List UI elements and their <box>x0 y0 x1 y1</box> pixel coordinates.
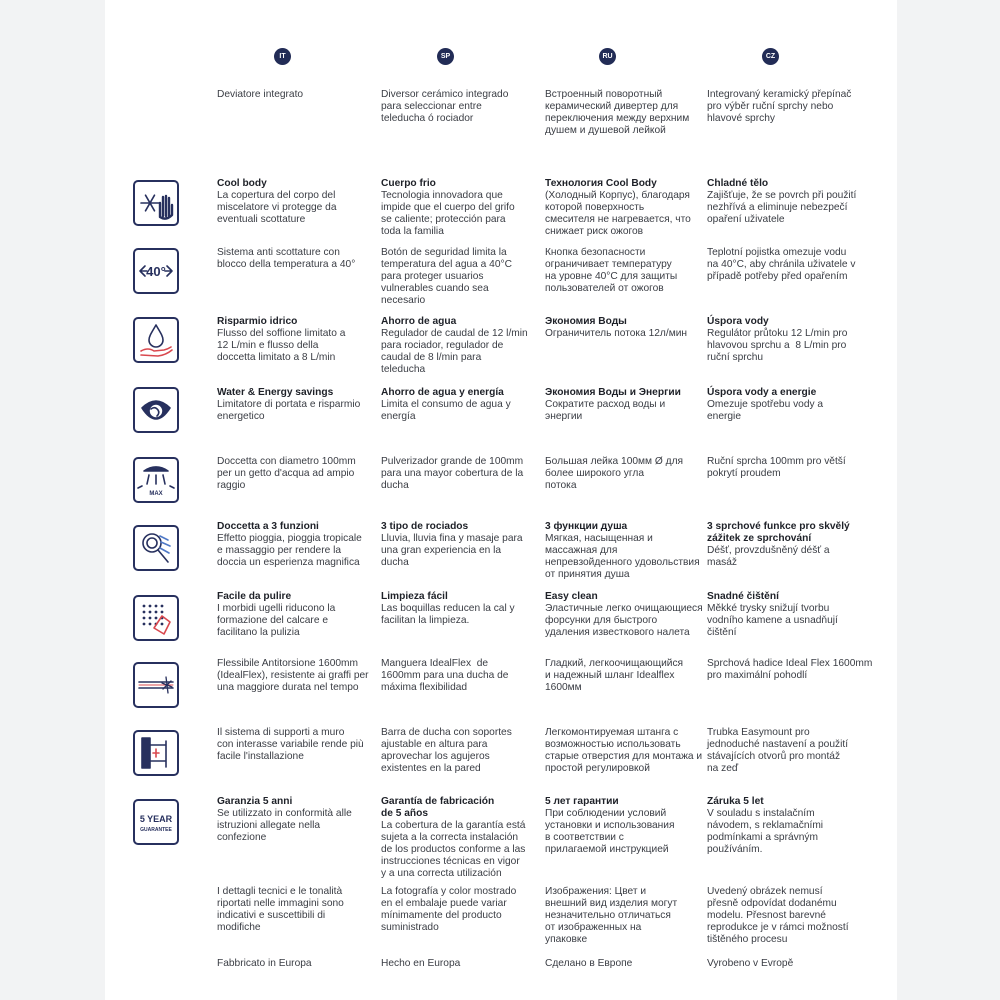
feature-description: Teplotní pojistka omezuje vodu na 40°C, aby chránila uživatele v případě potřeby před opařením <box>707 247 856 282</box>
feature-cell-ru <box>545 387 681 423</box>
feature-cell-ru <box>545 658 683 694</box>
feature-title: Úspora vody <box>707 316 769 327</box>
feature-description: Déšť, provzdušněný déšť a masáž <box>707 545 830 568</box>
feature-cell-cz <box>707 456 846 480</box>
feature-description: Doccetta con diametro 100mm per un getto d'acqua ad ampio raggio <box>217 456 356 491</box>
feature-cell-sp <box>381 591 515 627</box>
feature-description: Flusso del soffione limitato a 12 L/min e flusso della doccetta limitato a 8 L/min <box>217 328 346 363</box>
feature-description: Vyrobeno v Evropě <box>707 958 794 969</box>
temperature-40-icon <box>133 248 179 294</box>
showerhead-max-icon <box>133 457 179 503</box>
language-badge-ru: RU <box>599 48 616 65</box>
feature-description: Pulverizador grande de 100mm para una mayor cobertura de la ducha <box>381 456 524 491</box>
feature-description: Эластичные легко очищающиеся форсунки для быстрого удаления известкового налета <box>545 603 703 638</box>
feature-cell-cz <box>707 521 850 569</box>
feature-cell-ru <box>545 316 687 340</box>
feature-title: Ahorro de agua y energía <box>381 387 504 398</box>
feature-cell-cz <box>707 658 872 682</box>
feature-title: 3 функции душа <box>545 521 628 532</box>
feature-cell-ru <box>545 178 691 238</box>
feature-description: Limita el consumo de agua y energía <box>381 399 511 422</box>
icon-label: 40° <box>146 264 166 279</box>
feature-cell-it <box>217 89 303 101</box>
feature-description: Trubka Easymount pro jednoduché nastavení a použití stávajících otvorů pro montáž na zeď <box>707 727 849 774</box>
feature-cell-it <box>217 521 362 569</box>
globe-leaf-icon <box>133 387 179 433</box>
feature-cell-it <box>217 658 369 694</box>
feature-description: La fotografía y color mostrado en el embalaje puede variar mínimamente del producto suministrado <box>381 886 517 933</box>
feature-title: Záruka 5 let <box>707 796 764 807</box>
feature-title: Cuerpo frio <box>381 178 436 189</box>
language-badge-cz: CZ <box>762 48 779 65</box>
snowflake-hand-icon <box>133 180 179 226</box>
feature-cell-cz <box>707 247 855 283</box>
feature-description: Botón de seguridad limita la temperatura del agua a 40°C para proteger usuarios vulnerables cuando sea necesario <box>381 247 512 306</box>
feature-description: La cobertura de la garantía está sujeta a la correcta instalación de los productos conforme a las instrucciones técnicas en vigor y a una correcta utilización <box>381 820 526 879</box>
feature-cell-cz <box>707 89 851 125</box>
feature-title: Doccetta a 3 funzioni <box>217 521 319 532</box>
feature-title: Chladné tělo <box>707 178 769 189</box>
feature-title: Экономия Воды <box>545 316 627 327</box>
feature-cell-cz <box>707 796 823 856</box>
feature-title: 3 tipo de rociados <box>381 521 469 532</box>
feature-cell-cz <box>707 958 793 970</box>
feature-description: Deviatore integrato <box>217 89 304 100</box>
flexible-hose-icon <box>133 662 179 708</box>
feature-description: (Холодный Корпус), благодаря которой поверхность смесителя не нагревается, что снижает риск ожогов <box>545 190 691 237</box>
feature-description: Сократите расход воды и энергии <box>545 399 666 422</box>
feature-cell-it <box>217 316 345 364</box>
feature-title: 5 лет гарантии <box>545 796 619 807</box>
feature-cell-sp <box>381 89 508 125</box>
feature-description: Fabbricato in Europa <box>217 958 312 969</box>
language-badge-sp: SP <box>437 48 454 65</box>
feature-description: Большая лейка 100мм Ø для более широкого угла потока <box>545 456 684 491</box>
feature-description: Tecnologia innovadora que impide que el cuerpo del grifo se caliente; protección para toda la familia <box>381 190 515 237</box>
feature-title: Технология Cool Body <box>545 178 657 189</box>
feature-cell-sp <box>381 796 525 880</box>
feature-description: Integrovaný keramický přepínač pro výběr ruční sprchy nebo hlavové sprchy <box>707 89 852 124</box>
feature-cell-it <box>217 796 352 844</box>
feature-description: Zajišťuje, že se povrch při použití nezhřívá a eliminuje nebezpečí opaření uživatele <box>707 190 857 225</box>
feature-title: Ahorro de agua <box>381 316 457 327</box>
feature-title: Cool body <box>217 178 267 189</box>
feature-cell-ru <box>545 521 700 581</box>
feature-description: Изображения: Цвет и внешний вид изделия могут незначительно отличаться от изображенных на упаковке <box>545 886 678 945</box>
feature-cell-it <box>217 727 364 763</box>
feature-cell-sp <box>381 316 528 376</box>
feature-title: Garantía de fabricación de 5 años <box>381 796 495 819</box>
feature-description: Manguera IdealFlex de 1600mm para una ducha de máxima flexibilidad <box>381 658 509 693</box>
feature-description: Ограничитель потока 12л/мин <box>545 328 688 339</box>
feature-cell-it <box>217 387 360 423</box>
feature-cell-sp <box>381 247 512 307</box>
feature-description: Effetto pioggia, pioggia tropicale e massaggio per rendere la doccia un esperienza magnifica <box>217 533 362 568</box>
language-badge-it: IT <box>274 48 291 65</box>
feature-description: I dettagli tecnici e le tonalità riportati nelle immagini sono indicativi e suscettibili di modifiche <box>217 886 344 933</box>
feature-cell-sp <box>381 521 523 569</box>
feature-description: Uvedený obrázek nemusí přesně odpovídat dodanému modelu. Přesnost barevné reprodukce je v rámci možností tištěného procesu <box>707 886 849 945</box>
feature-cell-ru <box>545 89 689 137</box>
feature-cell-cz <box>707 886 849 946</box>
feature-title: Facile da pulire <box>217 591 292 602</box>
feature-cell-ru <box>545 247 677 295</box>
feature-description: Сделано в Европе <box>545 958 633 969</box>
feature-cell-cz <box>707 591 838 639</box>
feature-cell-ru <box>545 456 683 492</box>
feature-description: Flessibile Antitorsione 1600mm (IdealFlex), resistente ai graffi per una maggiore durata nel tempo <box>217 658 369 693</box>
feature-title: Risparmio idrico <box>217 316 298 327</box>
feature-title: Snadné čištění <box>707 591 779 602</box>
feature-cell-it <box>217 958 312 970</box>
feature-description: Limitatore di portata e risparmio energetico <box>217 399 361 422</box>
feature-description: При соблюдении условий установки и использования в соответствии с прилагаемой инструкцией <box>545 808 675 855</box>
feature-description: Легкомонтируемая штанга с возможностью использовать старые отверстия для монтажа и простой регулировкой <box>545 727 703 774</box>
feature-description: Diversor cerámico integrado para seleccionar entre teleducha ó rociador <box>381 89 509 124</box>
feature-description: Barra de ducha con soportes ajustable en altura para aprovechar los agujeros existentes en la pared <box>381 727 512 774</box>
feature-cell-ru <box>545 727 702 775</box>
feature-description: Měkké trysky snižují tvorbu vodního kamene a usnadňují čištění <box>707 603 838 638</box>
feature-description: Hecho en Europa <box>381 958 461 969</box>
feature-cell-sp <box>381 886 516 934</box>
water-drop-hand-icon <box>133 317 179 363</box>
icon-label: MAX <box>149 491 163 497</box>
feature-title: Easy clean <box>545 591 598 602</box>
feature-description: Ruční sprcha 100mm pro větší pokrytí proudem <box>707 456 846 479</box>
icon-label-bottom: GUARANTEE <box>140 827 172 833</box>
hand-shower-icon <box>133 525 179 571</box>
feature-cell-sp <box>381 456 523 492</box>
feature-cell-sp <box>381 387 511 423</box>
feature-cell-cz <box>707 316 847 364</box>
feature-cell-it <box>217 456 356 492</box>
feature-cell-ru <box>545 591 703 639</box>
feature-description: Мягкая, насыщенная и массажная для непревзойденного удовольствия от принятия душа <box>545 533 700 580</box>
feature-cell-cz <box>707 178 856 226</box>
feature-cell-it <box>217 247 355 271</box>
feature-cell-cz <box>707 727 848 775</box>
feature-description: Regulador de caudal de 12 l/min para rociador, regulador de caudal de 8 l/min para teleducha <box>381 328 528 375</box>
feature-cell-it <box>217 591 335 639</box>
feature-title: Limpieza fácil <box>381 591 448 602</box>
feature-description: I morbidi ugelli riducono la formazione del calcare e facilitano la pulizia <box>217 603 336 638</box>
feature-cell-sp <box>381 178 515 238</box>
feature-cell-sp <box>381 658 508 694</box>
feature-title: 3 sprchové funkce pro skvělý zážitek ze sprchování <box>707 521 850 544</box>
feature-description: La copertura del corpo del miscelatore vi protegge da eventuali scottature <box>217 190 337 225</box>
feature-cell-it <box>217 886 344 934</box>
feature-title: Úspora vody a energie <box>707 387 817 398</box>
feature-title: Garanzia 5 anni <box>217 796 293 807</box>
icon-label-top: 5 YEAR <box>139 814 173 824</box>
feature-cell-it <box>217 178 336 226</box>
feature-description: Sistema anti scottature con blocco della temperatura a 40° <box>217 247 356 270</box>
feature-description: Regulátor průtoku 12 L/min pro hlavovou sprchu a 8 L/min pro ruční sprchu <box>707 328 848 363</box>
easy-clean-nozzle-icon <box>133 595 179 641</box>
feature-description: V souladu s instalačním návodem, s reklamačními podmínkami a správným používáním. <box>707 808 824 855</box>
feature-description: Встроенный поворотный керамический дивертер для переключения между верхним душем и душевой лейкой <box>545 89 690 136</box>
feature-description: Гладкий, легкоочищающийся и надежный шланг Idealflex 1600мм <box>545 658 684 693</box>
feature-cell-ru <box>545 796 675 856</box>
feature-cell-sp <box>381 727 512 775</box>
feature-description: Se utilizzato in conformità alle istruzioni allegate nella confezione <box>217 808 352 843</box>
feature-title: Water & Energy savings <box>217 387 334 398</box>
feature-cell-ru <box>545 958 632 970</box>
wall-mount-icon <box>133 730 179 776</box>
feature-description: Il sistema di supporti a muro con interasse variabile rende più facile l'installazione <box>217 727 364 762</box>
feature-description: Las boquillas reducen la cal y facilitan la limpieza. <box>381 603 515 626</box>
feature-description: Omezuje spotřebu vody a energie <box>707 399 824 422</box>
feature-cell-sp <box>381 958 460 970</box>
feature-description: Sprchová hadice Ideal Flex 1600mm pro maximální pohodlí <box>707 658 873 681</box>
feature-cell-cz <box>707 387 823 423</box>
feature-description: Lluvia, lluvia fina y masaje para una gran experiencia en la ducha <box>381 533 523 568</box>
feature-title: Экономия Воды и Энергии <box>545 387 681 398</box>
five-year-guarantee-icon <box>133 799 179 845</box>
feature-cell-ru <box>545 886 677 946</box>
feature-description: Кнопка безопасности ограничивает температуру на уровне 40°C для защиты пользователей от ожогов <box>545 247 678 294</box>
